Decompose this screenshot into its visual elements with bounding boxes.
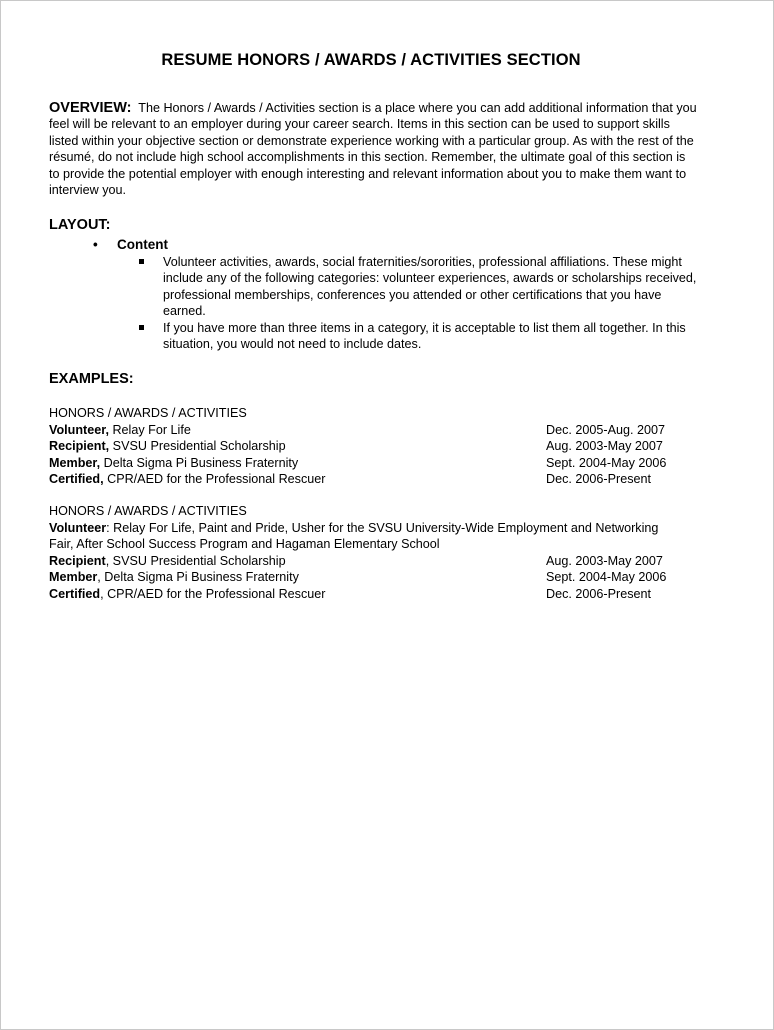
- row-text: , Delta Sigma Pi Business Fraternity: [97, 570, 299, 584]
- row-text: , SVSU Presidential Scholarship: [105, 554, 286, 568]
- overview-text: The Honors / Awards / Activities section is a place where you can add additional information that you feel will be relevant to an employer during your career search. Items in this section can be used to support skills listed within your objective section or demonstrate experience working with a particular group. As with the rest of the résumé, do not include high school accomplishments in this section. Remember, the ultimate goal of this section is to provide the potential employer with enough interesting and relevant information about you to make them want to interview you.: [49, 101, 697, 198]
- row-date: Dec. 2005-Aug. 2007: [546, 423, 666, 437]
- overview-paragraph: [49, 100, 699, 198]
- row-label: Member,: [49, 456, 101, 470]
- example2-row: [49, 553, 689, 569]
- square-bullet-icon: [139, 325, 144, 330]
- row-label: Recipient,: [49, 439, 110, 453]
- row-text: , CPR/AED for the Professional Rescuer: [100, 587, 326, 601]
- example2-volunteer-row: [49, 520, 664, 553]
- row-label: Recipient: [49, 554, 106, 568]
- example2-heading: HONORS / AWARDS / ACTIVITIES: [49, 504, 247, 518]
- row-date: Sept. 2004-May 2006: [546, 570, 667, 584]
- row-label: Volunteer,: [49, 423, 109, 437]
- example1-row: [49, 455, 689, 471]
- example2-row: [49, 569, 689, 585]
- examples-heading: EXAMPLES:: [49, 371, 134, 387]
- layout-heading: LAYOUT:: [49, 217, 111, 233]
- layout-sub-item: [139, 254, 699, 320]
- overview-heading: OVERVIEW:: [49, 100, 132, 116]
- row-date: Aug. 2003-May 2007: [546, 439, 663, 453]
- example1-heading: HONORS / AWARDS / ACTIVITIES: [49, 406, 247, 420]
- row-date: Dec. 2006-Present: [546, 587, 652, 601]
- content-bullet-label: Content: [117, 237, 168, 252]
- bullet-dot-icon: •: [93, 237, 98, 252]
- row-label: Member: [49, 570, 98, 584]
- page-title: RESUME HONORS / AWARDS / ACTIVITIES SECTION: [161, 51, 581, 69]
- row-date: Dec. 2006-Present: [546, 472, 652, 486]
- example1-row: [49, 422, 689, 438]
- row-label: Certified,: [49, 472, 104, 486]
- row-date: Aug. 2003-May 2007: [546, 554, 663, 568]
- layout-sub-item: [139, 320, 699, 353]
- row-text: Delta Sigma Pi Business Fraternity: [100, 456, 299, 470]
- row-text: SVSU Presidential Scholarship: [109, 439, 286, 453]
- example1-row: [49, 471, 689, 487]
- row-text: Relay For Life: [108, 423, 191, 437]
- example1-row: [49, 438, 689, 454]
- example2-row: [49, 586, 689, 602]
- layout-sub-item-text: Volunteer activities, awards, social fraternities/sororities, professional affiliations. These might include any of the following categories: volunteer experiences, awards or scholarships received, professional memberships, conferences you attended or other certifications that you have earned.: [163, 255, 697, 319]
- layout-sub-item-text: If you have more than three items in a category, it is acceptable to list them all together. In this situation, you would not need to include dates.: [163, 321, 686, 352]
- row-text: : Relay For Life, Paint and Pride, Usher for the SVSU University-Wide Employment and Networking Fair, After School Success Program and Hagaman Elementary School: [49, 521, 659, 552]
- row-text: CPR/AED for the Professional Rescuer: [103, 472, 326, 486]
- square-bullet-icon: [139, 259, 144, 264]
- row-label: Volunteer: [49, 521, 107, 535]
- content-bullet: [93, 237, 168, 252]
- row-label: Certified: [49, 587, 101, 601]
- row-date: Sept. 2004-May 2006: [546, 456, 667, 470]
